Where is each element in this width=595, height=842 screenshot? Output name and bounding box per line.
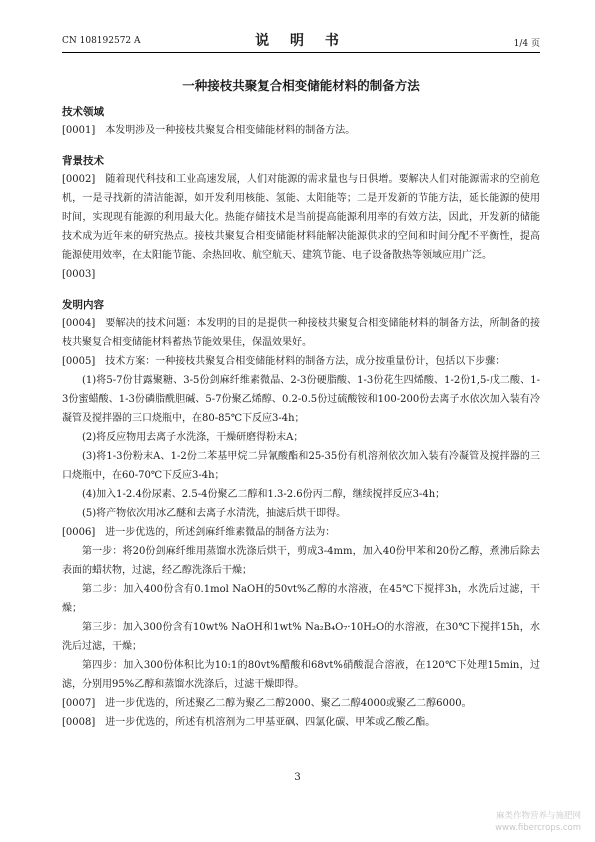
- page-count: 1/4 页: [513, 39, 540, 49]
- paragraph-number: [0003]: [62, 269, 96, 280]
- step-item: (2)将反应物用去离子水洗涤，干燥研磨得粉末A；: [82, 432, 304, 443]
- step-item: (1)将5-7份甘露聚糖、3-5份剑麻纤维素微晶、2-3份硬脂酸、1-3份花生四烯酸、1-2份1,5-戊二酸、1-3份蜜蜡酸、1-3份磷脂酰胆碱、5-7份聚乙烯醇、0.2-0.5份过硫酸铵和100-200份去离子水依次加入装有冷凝管及搅拌器的三口烧瓶中，在80-85℃下反应3-4h；: [62, 375, 540, 424]
- paragraph-number: [0001]: [62, 125, 96, 136]
- document-title: 一种接枝共聚复合相变储能材料的制备方法: [182, 78, 420, 93]
- paragraph-number: [0002]: [62, 174, 96, 185]
- paragraph-0002: [62, 170, 540, 265]
- step-item: (3)将1-3份粉末A、1-2份二苯基甲烷二异氰酸酯和25-35份有机溶剂依次加入装有冷凝管及搅拌器的三口烧瓶中，在60-70℃下反应3-4h；: [62, 451, 540, 481]
- paragraph-number: [0006]: [62, 527, 96, 538]
- paragraph-text: 本发明涉及一种接枝共聚复合相变储能材料的制备方法。: [105, 125, 356, 136]
- step-item: 第一步：将20份剑麻纤维用蒸馏水洗涤后烘干，剪成3-4mm，加入40份甲苯和20份乙醇，煮沸后除去表面的蜡状物，过滤，经乙醇洗涤后干燥；: [62, 546, 540, 576]
- paragraph-number: [0004]: [62, 318, 96, 329]
- paragraph-0001: [62, 121, 540, 140]
- step-item: (5)将产物依次用冰乙醚和去离子水清洗，抽滤后烘干即得。: [82, 508, 347, 519]
- site-watermark: [431, 810, 581, 834]
- paragraph-text: 进一步优选的，所述剑麻纤维素微晶的制备方法为：: [105, 527, 336, 538]
- paragraph-0005: [62, 352, 540, 371]
- paragraph-text: 进一步优选的，所述有机溶剂为二甲基亚砜、四氯化碳、甲苯或乙酸乙酯。: [105, 717, 436, 728]
- section-heading-summary: 发明内容: [62, 299, 104, 311]
- paragraph-number: [0005]: [62, 356, 96, 367]
- step-item: 第二步：加入400份含有0.1mol NaOH的50vt%乙醇的水溶液，在45℃下搅拌3h，水洗后过滤，干燥；: [62, 584, 540, 614]
- paragraph-number: [0008]: [62, 717, 96, 728]
- step-item: (4)加入1-2.4份尿素、2.5-4份聚乙二醇和1.3-2.6份丙二醇，继续搅拌反应3-4h；: [82, 489, 446, 500]
- section-heading-background: 背景技术: [62, 155, 104, 167]
- document-header: [62, 30, 540, 53]
- paragraph-text: 随着现代科技和工业高速发展，人们对能源的需求量也与日俱增。要解决人们对能源需求的空前危机，一是寻找新的清洁能源，如开发利用核能、氢能、太阳能等；二是开发新的节能方法，延长能源的使用时间，实现现有能源的利用最大化。热能存储技术是当前提高能源利用率的有效方法，因此，开发新的储能技术成为近年来的研究热点。接枝共聚复合相变储能材料能解决能源供求的空间和时间分配不平衡性，提高能源使用效率，在太阳能节能、余热回收、航空航天、建筑节能、电子设备散热等领域应用广泛。: [62, 174, 540, 261]
- page-number: 3: [294, 772, 301, 783]
- paragraph-0006: [62, 523, 540, 542]
- paragraph-text: 进一步优选的，所述聚乙二醇为聚乙二醇2000、聚乙二醇4000或聚乙二醇6000。: [105, 698, 472, 709]
- document-body: [62, 103, 540, 732]
- paragraph-0008: [62, 713, 540, 732]
- publication-number: CN 108192572 A: [62, 36, 141, 46]
- paragraph-0003: [62, 265, 540, 284]
- watermark-name: 麻类作物营养与施肥网: [495, 811, 581, 821]
- paragraph-text: 技术方案：一种接枝共聚复合相变储能材料的制备方法，成分按重量份计，包括以下步骤：: [105, 356, 506, 367]
- header-title: 说 明 书: [255, 33, 347, 49]
- watermark-url: www.fibercrops.com: [495, 823, 581, 833]
- paragraph-0007: [62, 694, 540, 713]
- paragraph-0004: [62, 314, 540, 352]
- paragraph-text: 要解决的技术问题：本发明的目的是提供一种接枝共聚复合相变储能材料的制备方法，所制备的接枝共聚复合相变储能材料蓄热节能效果佳，保温效果好。: [62, 318, 540, 348]
- section-heading-tech-field: 技术领域: [62, 106, 104, 118]
- step-item: 第三步：加入300份含有10wt% NaOH和1wt% Na₂B₄O₇·10H₂O的水溶液，在30℃下搅拌15h，水洗后过滤，干燥；: [62, 622, 540, 652]
- step-item: 第四步：加入300份体积比为10:1的80vt%醋酸和68vt%硝酸混合溶液，在120℃下处理15min，过滤，分别用95%乙醇和蒸馏水洗涤后，过滤干燥即得。: [62, 660, 540, 690]
- paragraph-number: [0007]: [62, 698, 96, 709]
